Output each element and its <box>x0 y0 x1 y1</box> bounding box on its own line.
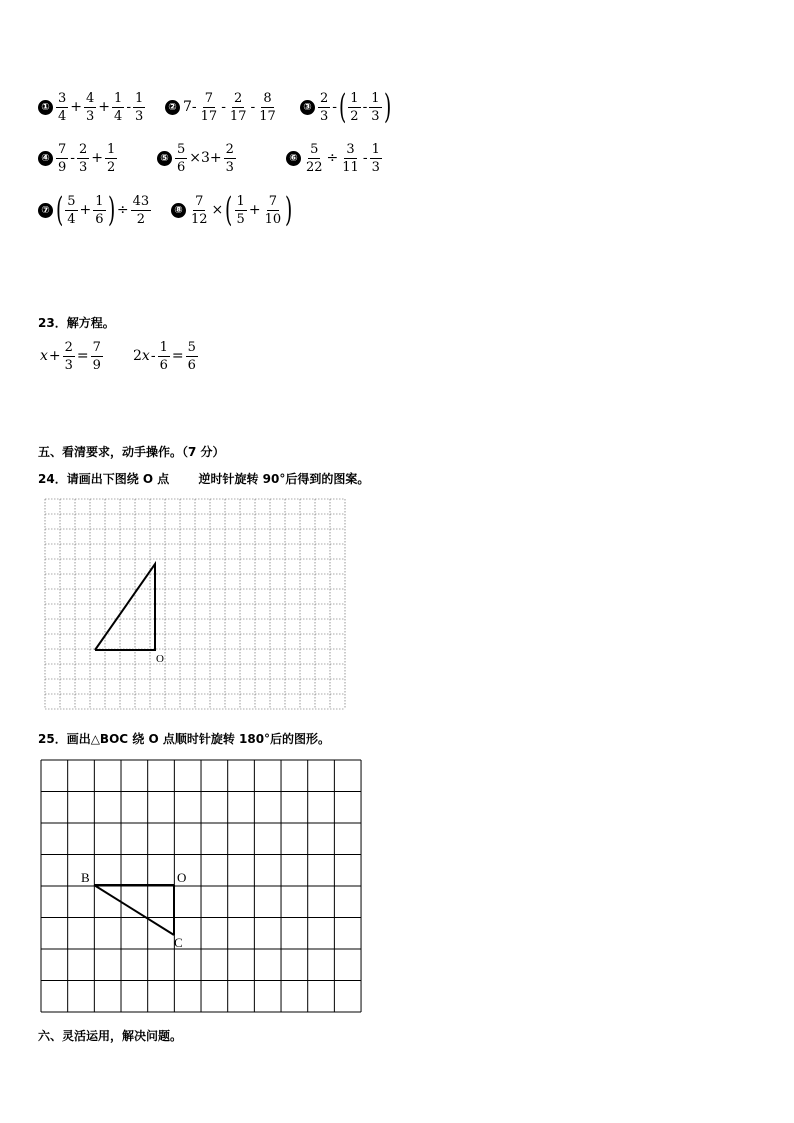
item-number: ⑤ <box>157 151 172 166</box>
fraction: $\frac{2}{3}$ <box>320 90 329 124</box>
point-o-label: O <box>177 870 187 885</box>
expression-1 <box>38 87 146 127</box>
fraction: $\frac{2}{3}$ <box>225 141 234 175</box>
operator: - <box>362 150 368 166</box>
rotation-grid-24 <box>44 498 346 712</box>
fraction: $\frac{1}{3}$ <box>135 90 144 124</box>
segment-bc <box>94 885 174 935</box>
question-24-title: 24．请画出下图绕 O 点 逆时针旋转 90°后得到的图案。 <box>38 472 370 486</box>
item-number: ② <box>165 100 180 115</box>
item-number: ① <box>38 100 53 115</box>
item-number: ⑧ <box>171 203 186 218</box>
fraction: $\frac{2}{3}$ <box>79 141 88 175</box>
left-parenthesis: ( <box>55 190 64 230</box>
expression-8 <box>171 190 293 230</box>
expression-6 <box>286 138 383 178</box>
operator: + <box>79 202 92 218</box>
operator: + <box>248 202 261 218</box>
fraction: $\frac{7}{10}$ <box>264 193 282 227</box>
fraction: $\frac{43}{2}$ <box>132 193 150 227</box>
operator: - <box>126 99 132 115</box>
operator: + <box>48 348 61 364</box>
expression-4 <box>38 138 118 178</box>
fraction: $\frac{1}{5}$ <box>236 193 245 227</box>
point-b-label: B <box>81 870 90 885</box>
section-6-title: 六、灵活运用，解决问题。 <box>38 1029 183 1043</box>
triangle-figure <box>95 564 155 650</box>
fraction: $\frac{7}{17}$ <box>200 90 218 124</box>
operator: + <box>91 150 104 166</box>
operator: - <box>221 99 226 115</box>
operator: ÷ <box>326 150 339 166</box>
expression-5 <box>157 138 237 178</box>
fraction: $\frac{5}{22}$ <box>306 141 323 175</box>
equation-1 <box>40 336 104 376</box>
question-25-title: 25．画出△BOC 绕 O 点顺时针旋转 180°后的图形。 <box>38 732 331 746</box>
fraction: $\frac{7}{9}$ <box>58 141 67 175</box>
fraction: $\frac{1}{6}$ <box>159 339 168 373</box>
operator: - <box>150 348 156 364</box>
expression-7 <box>38 190 152 230</box>
fraction: $\frac{5}{6}$ <box>177 141 186 175</box>
left-parenthesis: ( <box>339 87 347 127</box>
equals-sign: = <box>76 348 89 364</box>
rotation-grid-25 <box>40 759 362 1014</box>
coefficient: 2 <box>133 348 142 364</box>
operator: - <box>250 99 256 115</box>
expression-2 <box>165 87 279 127</box>
fraction: $\frac{3}{4}$ <box>58 90 67 124</box>
operator: ÷ <box>116 202 129 218</box>
variable: x <box>141 348 150 364</box>
fraction: $\frac{2}{3}$ <box>64 339 73 373</box>
fraction: $\frac{4}{3}$ <box>86 90 95 124</box>
equals-sign: = <box>171 348 184 364</box>
item-number: ③ <box>300 100 315 115</box>
variable: x <box>40 348 48 364</box>
item-number: ④ <box>38 151 53 166</box>
point-o-label: O <box>156 653 164 665</box>
grid-lines <box>41 760 361 1012</box>
fraction: $\frac{5}{6}$ <box>187 339 196 373</box>
left-parenthesis: ( <box>225 190 233 230</box>
section-5-title: 五、看清要求，动手操作。（7 分） <box>38 445 225 459</box>
point-c-label: C <box>174 935 183 950</box>
right-parenthesis: ) <box>383 87 391 127</box>
operator: ×3+ <box>189 150 222 166</box>
fraction: $\frac{1}{3}$ <box>371 141 380 175</box>
fraction: $\frac{1}{3}$ <box>371 90 380 124</box>
fraction: $\frac{1}{6}$ <box>95 193 104 227</box>
operator: × <box>211 202 224 218</box>
fraction: $\frac{2}{17}$ <box>229 90 247 124</box>
grid-lines <box>45 499 345 709</box>
item-number: ⑥ <box>286 151 301 166</box>
operator: + <box>70 99 83 115</box>
fraction: $\frac{5}{4}$ <box>67 193 76 227</box>
right-parenthesis: ) <box>107 190 115 230</box>
operator: - <box>70 150 76 166</box>
expression-3 <box>300 87 392 127</box>
fraction: $\frac{7}{12}$ <box>191 193 208 227</box>
fraction: $\frac{3}{11}$ <box>342 141 359 175</box>
operator: - <box>332 99 338 115</box>
fraction: $\frac{1}{4}$ <box>114 90 123 124</box>
equation-2 <box>133 336 199 376</box>
operator: - <box>362 99 368 115</box>
leading-term: 7- <box>183 99 197 115</box>
right-parenthesis: ) <box>285 190 293 230</box>
fraction: $\frac{1}{2}$ <box>350 90 359 124</box>
operator: + <box>98 99 111 115</box>
fraction: $\frac{1}{2}$ <box>107 141 116 175</box>
fraction: $\frac{8}{17}$ <box>259 90 276 124</box>
question-23-title: 23．解方程。 <box>38 316 115 330</box>
fraction: $\frac{7}{9}$ <box>92 339 101 373</box>
item-number: ⑦ <box>38 203 53 218</box>
